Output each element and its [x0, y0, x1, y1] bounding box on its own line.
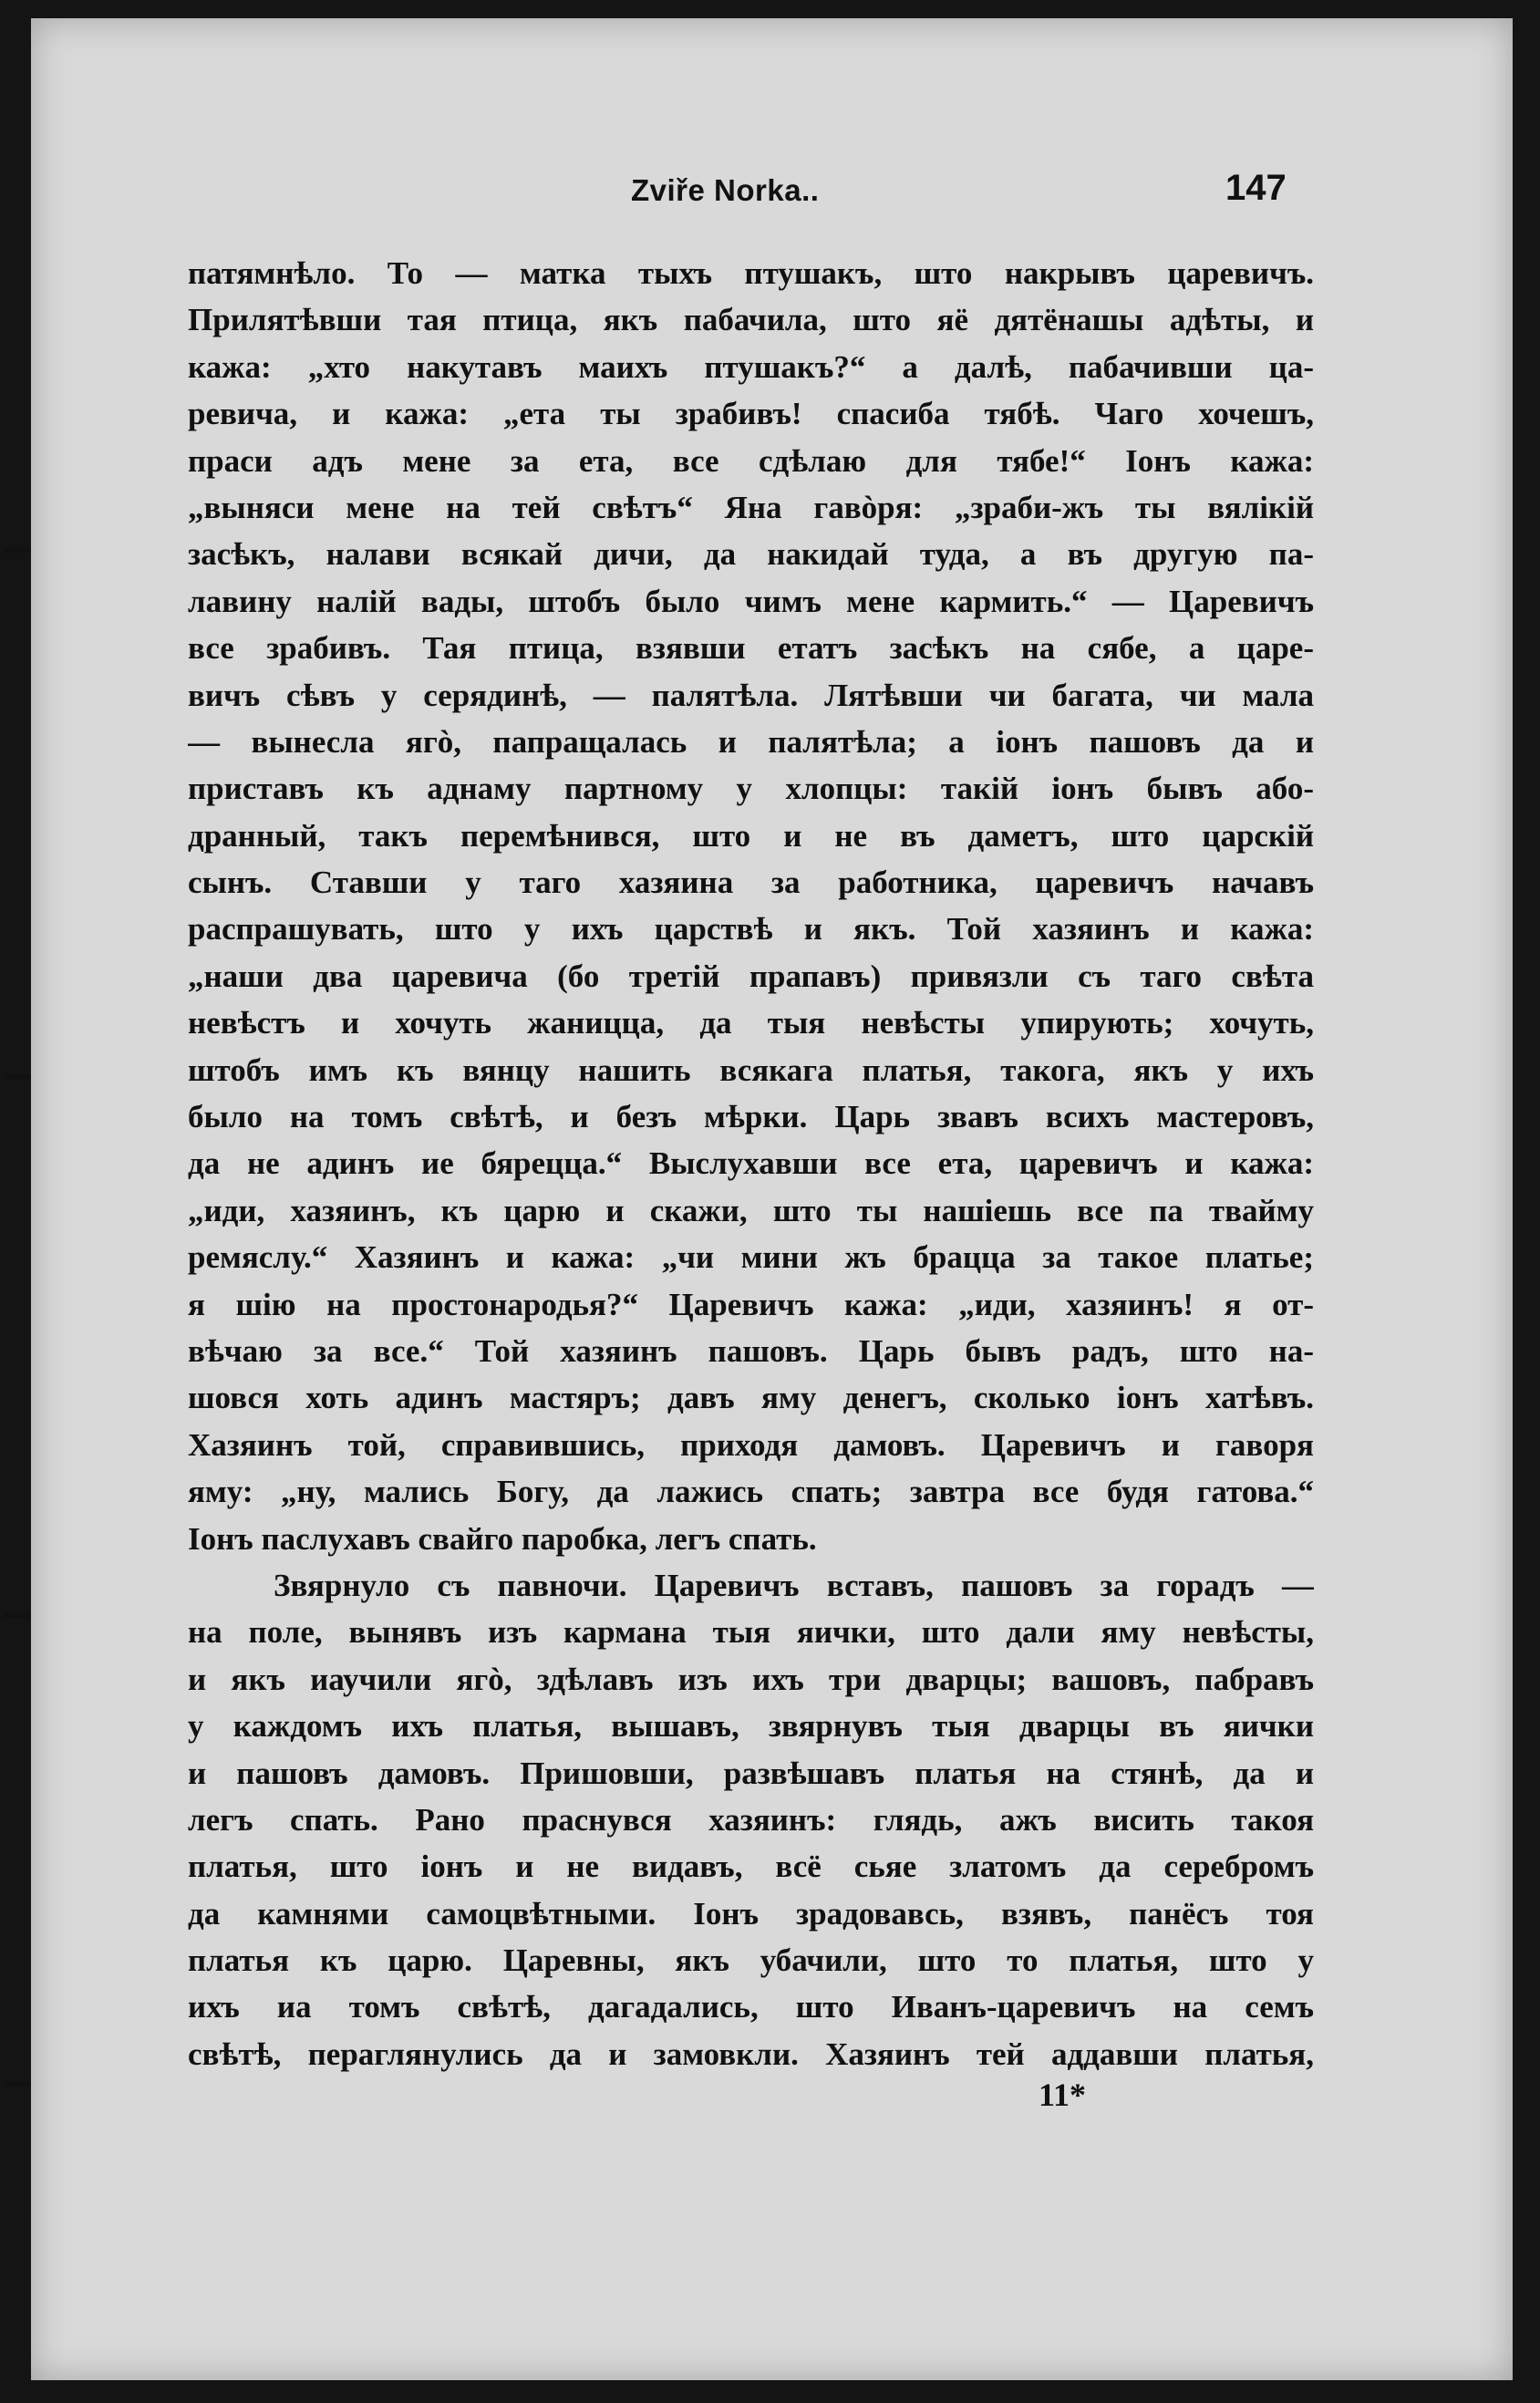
- text-line: свѣтѣ, пераглянулись да и замовкли. Хазяинъ тей аддавши платья,: [188, 2035, 1314, 2072]
- page-number: 147: [1225, 168, 1287, 208]
- signature-mark: 11*: [1039, 2077, 1087, 2113]
- text-line: „иди, хазяинъ, къ царю и скажи, што ты нашіешь все па твайму: [188, 1192, 1314, 1228]
- paragraph: [188, 1562, 1314, 2077]
- text-line: Іонъ паслухавъ свайго паробка, легъ спать.: [188, 1520, 817, 1557]
- text-line: приставъ къ аднаму партному у хлопцы: такій іонъ бывъ або-: [188, 771, 1314, 807]
- text-line: платья, што іонъ и не видавъ, всё сьяе златомъ да серебромъ: [188, 1849, 1314, 1885]
- text-line: праси адъ мене за ета, все сдѣлаю для тябе!“ Іонъ кажа:: [188, 442, 1314, 479]
- margin-mark: [4, 1612, 31, 1618]
- text-line: шовся хоть адинъ мастяръ; давъ яму денегъ, сколько іонъ хатѣвъ.: [188, 1380, 1314, 1416]
- text-line: да камнями самоцвѣтными. Іонъ зрадовавсь, взявъ, панёсъ тоя: [188, 1895, 1314, 1932]
- text-line: штобъ имъ къ вянцу нашить всякага платья, такога, якъ у ихъ: [188, 1051, 1314, 1088]
- text-line: яму: „ну, мались Богу, да лажись спать; завтра все будя гатова.“: [188, 1474, 1314, 1510]
- text-line: распрашувать, што у ихъ царствѣ и якъ. Той хазяинъ и кажа:: [188, 911, 1314, 948]
- paragraph: [188, 250, 1314, 1562]
- text-line: лавину налій вады, штобъ было чимъ мене кармить.“ — Царевичъ: [188, 583, 1314, 619]
- text-line: и якъ иаучили ягò, здѣлавъ изъ ихъ три дварцы; вашовъ, пабравъ: [188, 1661, 1314, 1697]
- text-line: Хазяинъ той, справившись, приходя дамовъ. Царевичъ и гаворя: [188, 1426, 1314, 1463]
- text-line: и пашовъ дамовъ. Пришовши, развѣшавъ платья на стянѣ, да и: [188, 1755, 1314, 1791]
- text-line: дранный, такъ перемѣнився, што и не въ даметъ, што царскій: [188, 817, 1314, 854]
- text-line: все зрабивъ. Тая птица, взявши етатъ засѣкъ на сябе, а царе-: [188, 630, 1314, 667]
- text-line: засѣкъ, налави всякай дичи, да накидай туда, а въ другую па-: [188, 536, 1314, 573]
- text-line: у каждомъ ихъ платья, вышавъ, звярнувъ тыя дварцы въ яички: [188, 1708, 1314, 1745]
- text-line: Звярнуло съ павночи. Царевичъ вставъ, пашовъ за горадъ —: [274, 1567, 1314, 1603]
- text-line: невѣстъ и хочуть жаницца, да тыя невѣсты упирують; хочуть,: [188, 1005, 1314, 1041]
- running-title: Zviře Norka..: [631, 173, 820, 207]
- text-line: я шію на простонародья?“ Царевичъ кажа: „иди, хазяинъ! я от-: [188, 1286, 1314, 1322]
- page-header: [31, 168, 1513, 219]
- text-line: платья къ царю. Царевны, якъ убачили, што то платья, што у: [188, 1942, 1314, 1979]
- text-line: Прилятѣвши тая птица, якъ пабачила, што яё дятёнашы адѣты, и: [188, 302, 1314, 338]
- text-line: ремяслу.“ Хазяинъ и кажа: „чи мини жъ брацца за такое платье;: [188, 1239, 1314, 1276]
- margin-mark: [4, 2081, 31, 2087]
- body-text: [188, 250, 1314, 2077]
- text-line: да не адинъ ие бярецца.“ Выслухавши все ета, царевичъ и кажа:: [188, 1145, 1314, 1182]
- text-line: „наши два царевича (бо третій прапавъ) привязли съ таго свѣта: [188, 958, 1314, 994]
- text-line: ихъ иа томъ свѣтѣ, дагадались, што Иванъ-царевичъ на семъ: [188, 1989, 1314, 2025]
- text-line: ревича, и кажа: „ета ты зрабивъ! спасиба тябѣ. Чаго хочешъ,: [188, 396, 1314, 432]
- margin-mark: [4, 1074, 31, 1080]
- text-line: кажа: „хто накутавъ маихъ птушакъ?“ а далѣ, пабачивши ца-: [188, 348, 1314, 385]
- text-line: патямнѣло. То — матка тыхъ птушакъ, што накрывъ царевичъ.: [188, 255, 1314, 291]
- book-page: [31, 18, 1513, 2380]
- text-line: сынъ. Ставши у таго хазяина за работника, царевичъ начавъ: [188, 865, 1314, 901]
- text-line: вичъ сѣвъ у серядинѣ, — палятѣла. Лятѣвши чи багата, чи мала: [188, 677, 1314, 713]
- margin-mark: [4, 547, 31, 553]
- text-line: — вынесла ягò, папращалась и палятѣла; а іонъ пашовъ да и: [188, 723, 1314, 760]
- text-line: вѣчаю за все.“ Той хазяинъ пашовъ. Царь бывъ радъ, што на-: [188, 1332, 1314, 1369]
- text-line: легъ спать. Рано праснувся хазяинъ: глядь, ажъ висить такоя: [188, 1801, 1314, 1838]
- text-line: на поле, вынявъ изъ кармана тыя яички, што дали яму невѣсты,: [188, 1614, 1314, 1651]
- text-line: „выняси мене на тей свѣтъ“ Яна гавòря: „зраби-жъ ты вялікій: [188, 489, 1314, 525]
- text-line: было на томъ свѣтѣ, и безъ мѣрки. Царь звавъ всихъ мастеровъ,: [188, 1099, 1314, 1135]
